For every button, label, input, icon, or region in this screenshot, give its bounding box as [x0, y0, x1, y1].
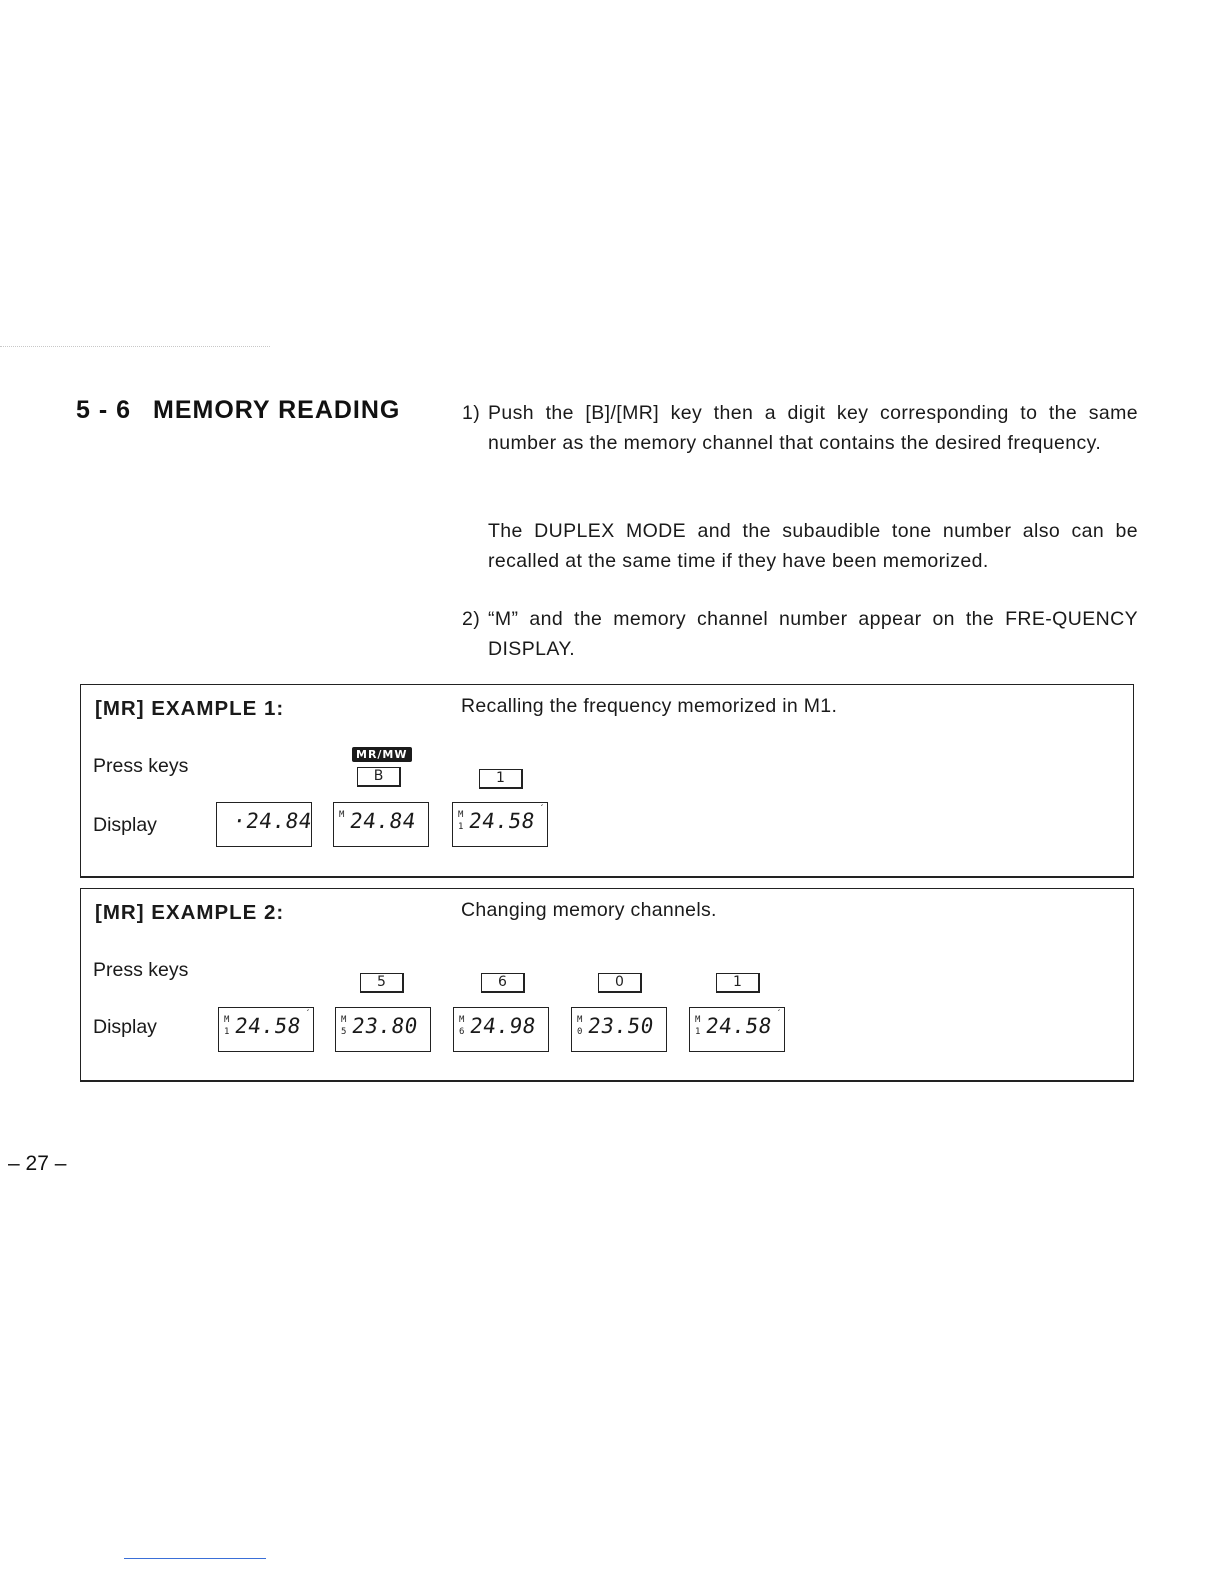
example-title: [MR] EXAMPLE 2: — [95, 901, 285, 924]
key-6: 6 — [481, 973, 525, 993]
scan-artifact-rule — [0, 346, 270, 347]
key-5: 5 — [360, 973, 404, 993]
press-keys-label: Press keys — [93, 959, 189, 981]
paragraph-text: Push the [B]/[MR] key then a digit key corresponding to the same number as the memory channel that contains the desired frequency. — [488, 402, 1138, 454]
lcd-tone-indicator: ´ — [306, 1009, 310, 1020]
lcd-display — [218, 1007, 314, 1052]
lcd-memory-indicator: M — [341, 1015, 347, 1025]
display-label: Display — [93, 814, 157, 836]
lcd-memory-indicator: M — [224, 1015, 230, 1025]
paragraph-step-1 — [462, 398, 1138, 458]
press-keys-label: Press keys — [93, 755, 189, 777]
lcd-channel-number: 5 — [341, 1027, 347, 1037]
example-1-box — [80, 684, 1134, 878]
paragraph-text: The DUPLEX MODE and the subaudible tone number also can be recalled at the same time if they have been memorized. — [488, 520, 1138, 572]
lcd-channel-number: 1 — [224, 1027, 230, 1037]
lcd-memory-indicator: M — [339, 810, 345, 820]
key-1: 1 — [716, 973, 760, 993]
example-description: Changing memory channels. — [461, 899, 717, 921]
display-label: Display — [93, 1016, 157, 1038]
key-1: 1 — [479, 769, 523, 789]
lcd-tone-indicator: ´ — [777, 1009, 781, 1020]
paragraph-note — [462, 516, 1138, 576]
page-number: – 27 – — [8, 1152, 67, 1175]
lcd-channel-number: 1 — [458, 822, 464, 832]
scan-artifact-rule — [124, 1558, 266, 1559]
paragraph-step-2 — [462, 604, 1138, 664]
lcd-display — [571, 1007, 667, 1052]
lcd-memory-indicator: M — [458, 810, 464, 820]
paragraph-text: “M” and the memory channel number appear on the FRE-QUENCY DISPLAY. — [488, 608, 1138, 660]
example-description: Recalling the frequency memorized in M1. — [461, 695, 838, 717]
lcd-channel-number: 1 — [695, 1027, 701, 1037]
lcd-tone-indicator: ´ — [540, 804, 544, 815]
lcd-frequency: 24.84 — [348, 809, 418, 833]
example-2-box — [80, 888, 1134, 1082]
lcd-display — [452, 802, 548, 847]
lcd-frequency: 23.50 — [586, 1014, 656, 1038]
section-heading — [76, 396, 400, 425]
lcd-display — [216, 802, 312, 847]
lcd-frequency: 23.80 — [350, 1014, 420, 1038]
key-0: 0 — [598, 973, 642, 993]
mr-mw-key-legend: MR/MW — [352, 747, 412, 762]
section-title: MEMORY READING — [153, 396, 401, 424]
lcd-display — [453, 1007, 549, 1052]
lcd-display — [689, 1007, 785, 1052]
step-marker: 2) — [462, 608, 481, 630]
lcd-memory-indicator: M — [695, 1015, 701, 1025]
lcd-memory-indicator: M — [459, 1015, 465, 1025]
step-marker: 1) — [462, 402, 481, 424]
lcd-frequency: 24.58 — [704, 1014, 774, 1038]
lcd-frequency: 24.98 — [468, 1014, 538, 1038]
lcd-display — [335, 1007, 431, 1052]
example-title: [MR] EXAMPLE 1: — [95, 697, 285, 720]
lcd-frequency: 24.58 — [233, 1014, 303, 1038]
lcd-memory-indicator: M — [577, 1015, 583, 1025]
section-number: 5 - 6 — [76, 396, 132, 424]
key-b: B — [357, 767, 401, 787]
lcd-channel-number: 6 — [459, 1027, 465, 1037]
lcd-frequency: ·24.84 — [231, 809, 314, 833]
lcd-display — [333, 802, 429, 847]
lcd-frequency: 24.58 — [467, 809, 537, 833]
lcd-channel-number: 0 — [577, 1027, 583, 1037]
